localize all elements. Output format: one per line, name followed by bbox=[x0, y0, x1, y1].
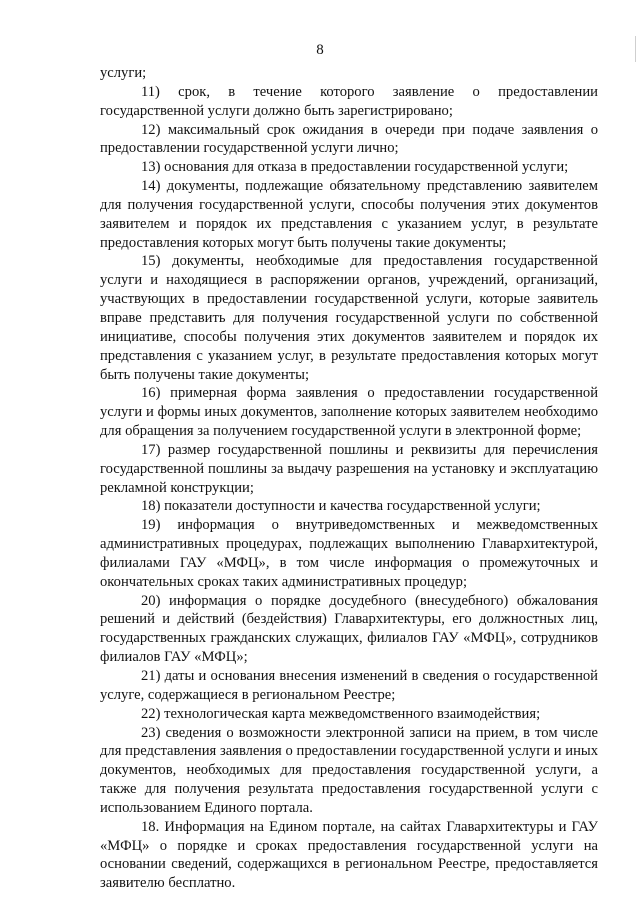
list-item-18: 18) показатели доступности и качества государственной услуги; bbox=[141, 498, 541, 515]
page-number: 8 bbox=[316, 42, 324, 58]
list-item-13: 13) основания для отказа в предоставлении государственной услуги; bbox=[141, 159, 569, 176]
section-paragraph-18: 18. Информация на Едином портале, на сайтах Главархитектуры и ГАУ «МФЦ» о порядке и сроках предоставления государственной услуги на основании сведений, содержащихся в региональном Реестре, предоставляется заявителю бесплатно. bbox=[100, 818, 598, 892]
list-item-23: 23) сведения о возможности электронной записи на прием, в том числе для представления заявления о предоставлении государственной услуги и иных документов, необходимых для предоставления государственной услуги, а также для получения результата предоставления государственной услуги с использованием Единого портала. bbox=[100, 724, 598, 816]
list-item-11: 11) срок, в течение которого заявление о предоставлении государственной услуги должно быть зарегистрировано; bbox=[100, 83, 598, 119]
list-item-17: 17) размер государственной пошлины и реквизиты для перечисления государственной пошлины за выдачу разрешения на установку и эксплуатацию рекламной конструкции; bbox=[100, 441, 598, 496]
list-item-12: 12) максимальный срок ожидания в очереди при подаче заявления о предоставлении государственной услуги лично; bbox=[100, 121, 598, 157]
list-item-22: 22) технологическая карта межведомственного взаимодействия; bbox=[141, 705, 541, 722]
list-item-21: 21) даты и основания внесения изменений в сведения о государственной услуге, содержащиеся в региональном Реестре; bbox=[100, 668, 598, 703]
list-item-20: 20) информация о порядке досудебного (внесудебного) обжалования решений и действий (бездействия) Главархитектуры, его должностных лиц, государственных гражданских служащих, филиалов ГАУ «МФЦ», сотрудников филиалов ГАУ «МФЦ»; bbox=[100, 592, 598, 666]
list-item-16: 16) примерная форма заявления о предоставлении государственной услуги и формы иных документов, заполнение которых заявителем необходимо для обращения за получением государственной услуги в электронной форме; bbox=[100, 385, 598, 440]
document-body bbox=[100, 64, 598, 893]
list-item-19: 19) информация о внутриведомственных и межведомственных административных процедурах, подлежащих выполнению Главархитектурой, филиалами ГАУ «МФЦ», в том числе информация о промежуточных и окончательных сроках таких административных процедур; bbox=[100, 517, 598, 590]
list-item-14: 14) документы, подлежащие обязательному представлению заявителем для получения государственной услуги, способы получения этих документов заявителем и порядок их представления с указанием услуг, в результате предоставления которых могут быть получены такие документы; bbox=[100, 178, 598, 251]
list-item-15: 15) документы, необходимые для предоставления государственной услуги и находящиеся в распоряжении органов, учреждений, организаций, участвующих в предоставлении государственной услуги, которые заявитель вправе представить для получения государственной услуги по собственной инициативе, способы получения этих документов заявителем и порядок их представления с указанием услуг, в результате предоставления которых могут быть получены такие документы; bbox=[100, 253, 598, 383]
paragraph-continuation: услуги; bbox=[100, 65, 147, 81]
